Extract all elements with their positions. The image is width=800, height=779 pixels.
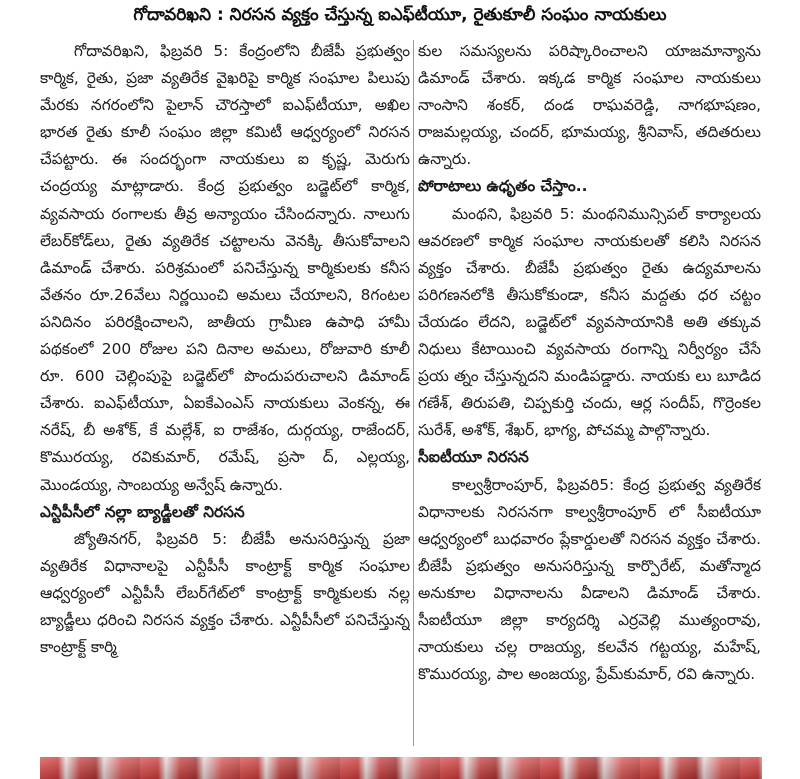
section-subhead: సీఐటీయూ నిరసన bbox=[418, 448, 529, 467]
article-paragraph: జ్యోతినగర్, ఫిబ్రవరి 5: బీజేపీ అనుసరిస్తున్న ప్రజా వ్యతిరేక విధానాలపై ఎన్టీపీసీ కాంట్రాక్ట్ కార్మిక సంఘాల ఆధ్వర్యంలో ఎన్టీపీసీ లేబర్‌గేట్‌లో కాంట్రాక్ట్ కార్మికులకు నల్ల బ్యాడ్జీలు ధరించి నిరసన వ్యక్తం చేశారు. ఎన్టీపీసీలో పనిచేస్తున్న కాంట్రాక్ట్ కార్మి bbox=[40, 529, 410, 657]
article-paragraph: గోదావరిఖని, ఫిబ్రవరి 5: కేంద్రంలోని బీజేపీ ప్రభుత్వం కార్మిక, రైతు, ప్రజా వ్యతిరేక వైఖరిపై కార్మిక సంఘాల పిలుపు మేరకు నగరంలోని పైలాన్ చౌరస్తాలో ఐఎఫ్‌టీయూ, అఖిల భారత రైతు కూలీ సంఘం జిల్లా కమిటీ ఆధ్వర్యంలో నిరసన చేపట్టారు. ఈ సందర్భంగా నాయకులు ఐ కృష్ణ, మెరుగు చంద్రయ్య మాట్లాడారు. కేంద్ర ప్రభుత్వం బడ్జెట్‌లో కార్మిక, వ్యవసాయ రంగాలకు తీవ్ర అన్యాయం చేసిందన్నారు. నాలుగు లేబర్‌కోడ్‌లు, రైతు వ్యతిరేక చట్టాలను వెనక్కి తీసుకోవాలని డిమాండ్ చేశారు. పరిశ్రమంలో పనిచేస్తున్న కార్మికులకు కనీస వేతనం రూ.26వేలు నిర్ణయించి అమలు చేయాలని, 8గంటల పనిదినం పరిరక్షించాలని, జాతీయ గ్రామీణ ఉపాధి హామీ పథకంలో 200 రోజుల పని దినాల అమలు, రోజువారి కూలీ రూ. 600 చెల్లింపుపై బడ్జెట్‌లో పొందుపరుచాలని డిమాండ్ చేశారు. ఐఎఫ్‌టీయూ, ఏఐకేఎంఎస్ నాయకులు వెంకన్న, ఈ నరేష్, బీ అశోక్, కే మల్లేశ్, ఐ రాజేశం, దుర్గయ్య, రాజేందర్, కొమురయ్య, రవికుమార్, రమేష్, ప్రసా ద్, ఎల్లయ్య, మొండయ్య, సాంబయ్య అన్వేష్ ఉన్నారు. bbox=[40, 42, 410, 494]
article-column-right bbox=[418, 38, 761, 752]
article-paragraph: కుల సమస్యలను పరిష్కారించాలని యాజమాన్యాను డిమాండ్ చేశారు. ఇక్కడ కార్మిక సంఘాల నాయకులు నాంసాని శంకర్, దండ రాఘవరెడ్డి, నాగభూషణం, రాజమల్లయ్య, చందర్, భూమయ్య, శ్రీనివాస్, తదితరులు ఉన్నారు. bbox=[418, 42, 761, 169]
column-divider bbox=[413, 40, 414, 746]
section-subhead: పోరాటాలు ఉధృతం చేస్తాం.. bbox=[418, 177, 588, 196]
article-paragraph: మంథని, ఫిబ్రవరి 5: మంథనిమున్సిపల్ కార్యాలయ ఆవరణలో కార్మిక సంఘాల నాయకులతో కలిసి నిరసన వ్యక్తం చేశారు. బీజేపీ ప్రభుత్వం రైతు ఉద్యమాలను పరిగణనలోకి తీసుకోకుండా, కనీస మద్దతు ధర చట్టం చేయడం లేదని, బడ్జెట్‌లో వ్యవసాయానికి అతి తక్కువ నిధులు కేటాయించి వ్యవసాయ రంగాన్ని నిర్వీర్యం చేసే ప్రయ త్నం చేస్తున్నదని మండిపడ్డారు. నాయకు లు బూడిద గణేశ్, తిరుపతి, చిప్పకుర్తి చందు, ఆర్ల సందీప్, గొర్రెంకల సురేశ్, అశోక్, శేఖర్, భాగ్య, పోచమ్మ పాల్గొన్నారు. bbox=[418, 204, 761, 440]
article-paragraph: కాల్వశ్రీరాంపూర్, ఫిబ్రవరి5: కేంద్ర ప్రభుత్వ వ్యతిరేక విధానాలకు నిరసనగా కాల్వశ్రీరాంపూర్ లో సీఐటీయూ ఆధ్వర్యంలో బుధవారం ప్లేకార్డులతో నిరసన వ్యక్తం చేశారు. బీజేపీ ప్రభుత్వం అనుసరిస్తున్న కార్పొరేట్, మతోన్మాద అనుకూల విధానాలను వీడాలని డిమాండ్ చేశారు. సీఐటీయూ జిల్లా కార్యదర్శి ఎర్రవెల్లి ముత్యంరావు, నాయకులు చల్ల రాజయ్య, కలవేన గట్టయ్య, మహేష్, కొమురయ్య, పాల అంజయ్య, ప్రేమ్‌కుమార్, రవి ఉన్నారు. bbox=[418, 475, 761, 684]
article-column-left bbox=[40, 38, 410, 752]
protest-photo-strip bbox=[40, 757, 762, 779]
photo-caption-headline: గోదావరిఖని : నిరసన వ్యక్తం చేస్తున్న ఐఎఫ్‌టీయూ, రైతుకూలీ సంఘం నాయకులు bbox=[133, 5, 667, 25]
section-subhead: ఎన్టీపీసీలో నల్లా బ్యాడ్జీలతో నిరసన bbox=[40, 502, 245, 521]
